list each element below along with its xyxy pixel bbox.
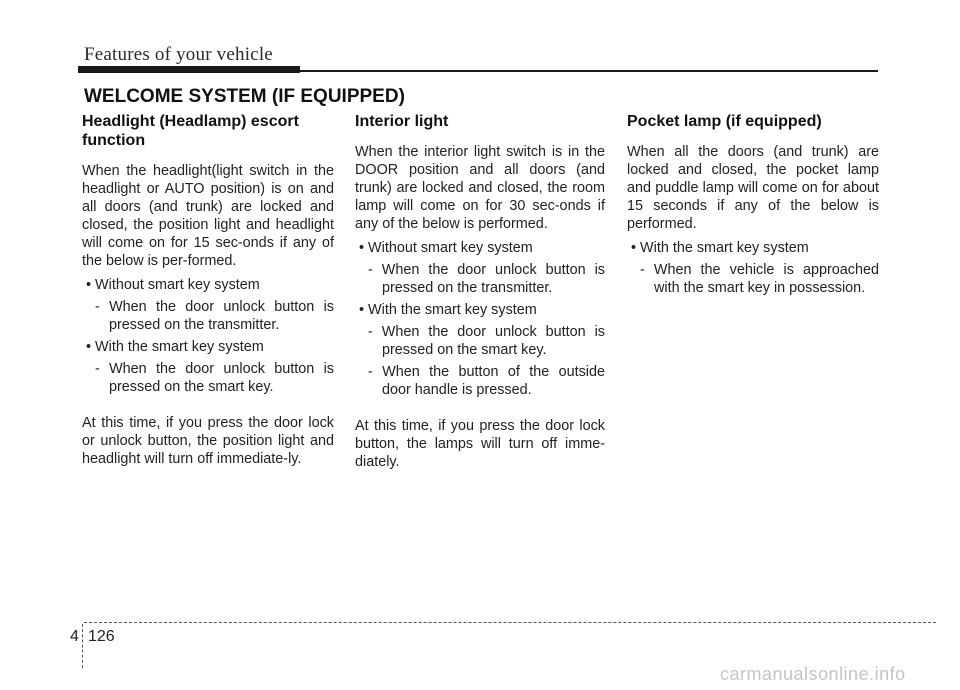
footer-page-divider — [82, 624, 83, 668]
interior-light-closing: At this time, if you press the door lock button, the lamps will turn off imme-diately. — [355, 418, 605, 470]
column-interior-light — [355, 112, 605, 477]
interior-light-intro: When the interior light switch is in the DOOR position and all doors (and trunk) are locked and closed, the room lamp will come on for 30 sec-onds if any of the below is performed. — [355, 144, 605, 232]
headlight-escort-intro: When the headlight(light switch in the headlight or AUTO position) is on and all doors (and trunk) are locked and closed, the position light and headlight will come on for 15 sec-onds if any of the below is per-formed. — [82, 163, 334, 269]
pocket-lamp-heading: Pocket lamp (if equipped) — [627, 113, 822, 130]
chapter-number: 4 — [70, 628, 79, 645]
headlight-escort-heading: Headlight (Headlamp) escort function — [82, 113, 299, 149]
interior-light-bullet-2-sub-2: - When the button of the outside door handle is pressed. — [368, 364, 605, 398]
footer-rule — [84, 622, 936, 623]
page-number: 126 — [88, 628, 115, 645]
header-rule-thin — [300, 70, 878, 72]
section-title: WELCOME SYSTEM (IF EQUIPPED) — [84, 86, 405, 107]
watermark: carmanualsonline.info — [720, 664, 906, 684]
headlight-escort-closing: At this time, if you press the door lock or unlock button, the position light and headlight will turn off immediate-ly. — [82, 415, 334, 467]
interior-light-bullet-1: • Without smart key system — [359, 240, 533, 256]
column-headlight-escort — [82, 112, 334, 474]
headlight-escort-bullet-1: • Without smart key system — [86, 277, 260, 293]
headlight-escort-bullet-2: • With the smart key system — [86, 339, 264, 355]
interior-light-bullet-2-sub-1: - When the door unlock button is pressed on the smart key. — [368, 324, 605, 358]
pocket-lamp-bullet-1-sub-1: - When the vehicle is approached with the smart key in possession. — [640, 262, 879, 296]
header-title: Features of your vehicle — [84, 44, 273, 65]
pocket-lamp-intro: When all the doors (and trunk) are locked and closed, the pocket lamp and puddle lamp will come on for about 15 seconds if any of the below is performed. — [627, 144, 879, 232]
interior-light-heading: Interior light — [355, 113, 449, 130]
interior-light-bullet-1-sub-1: - When the door unlock button is pressed on the transmitter. — [368, 262, 605, 296]
interior-light-bullet-2: • With the smart key system — [359, 302, 537, 318]
headlight-escort-bullet-2-sub-1: - When the door unlock button is pressed on the smart key. — [95, 361, 334, 395]
headlight-escort-bullet-1-sub-1: - When the door unlock button is pressed on the transmitter. — [95, 299, 334, 333]
pocket-lamp-bullet-1: • With the smart key system — [631, 240, 809, 256]
header-rule-thick — [78, 66, 300, 73]
column-pocket-lamp — [627, 112, 879, 301]
